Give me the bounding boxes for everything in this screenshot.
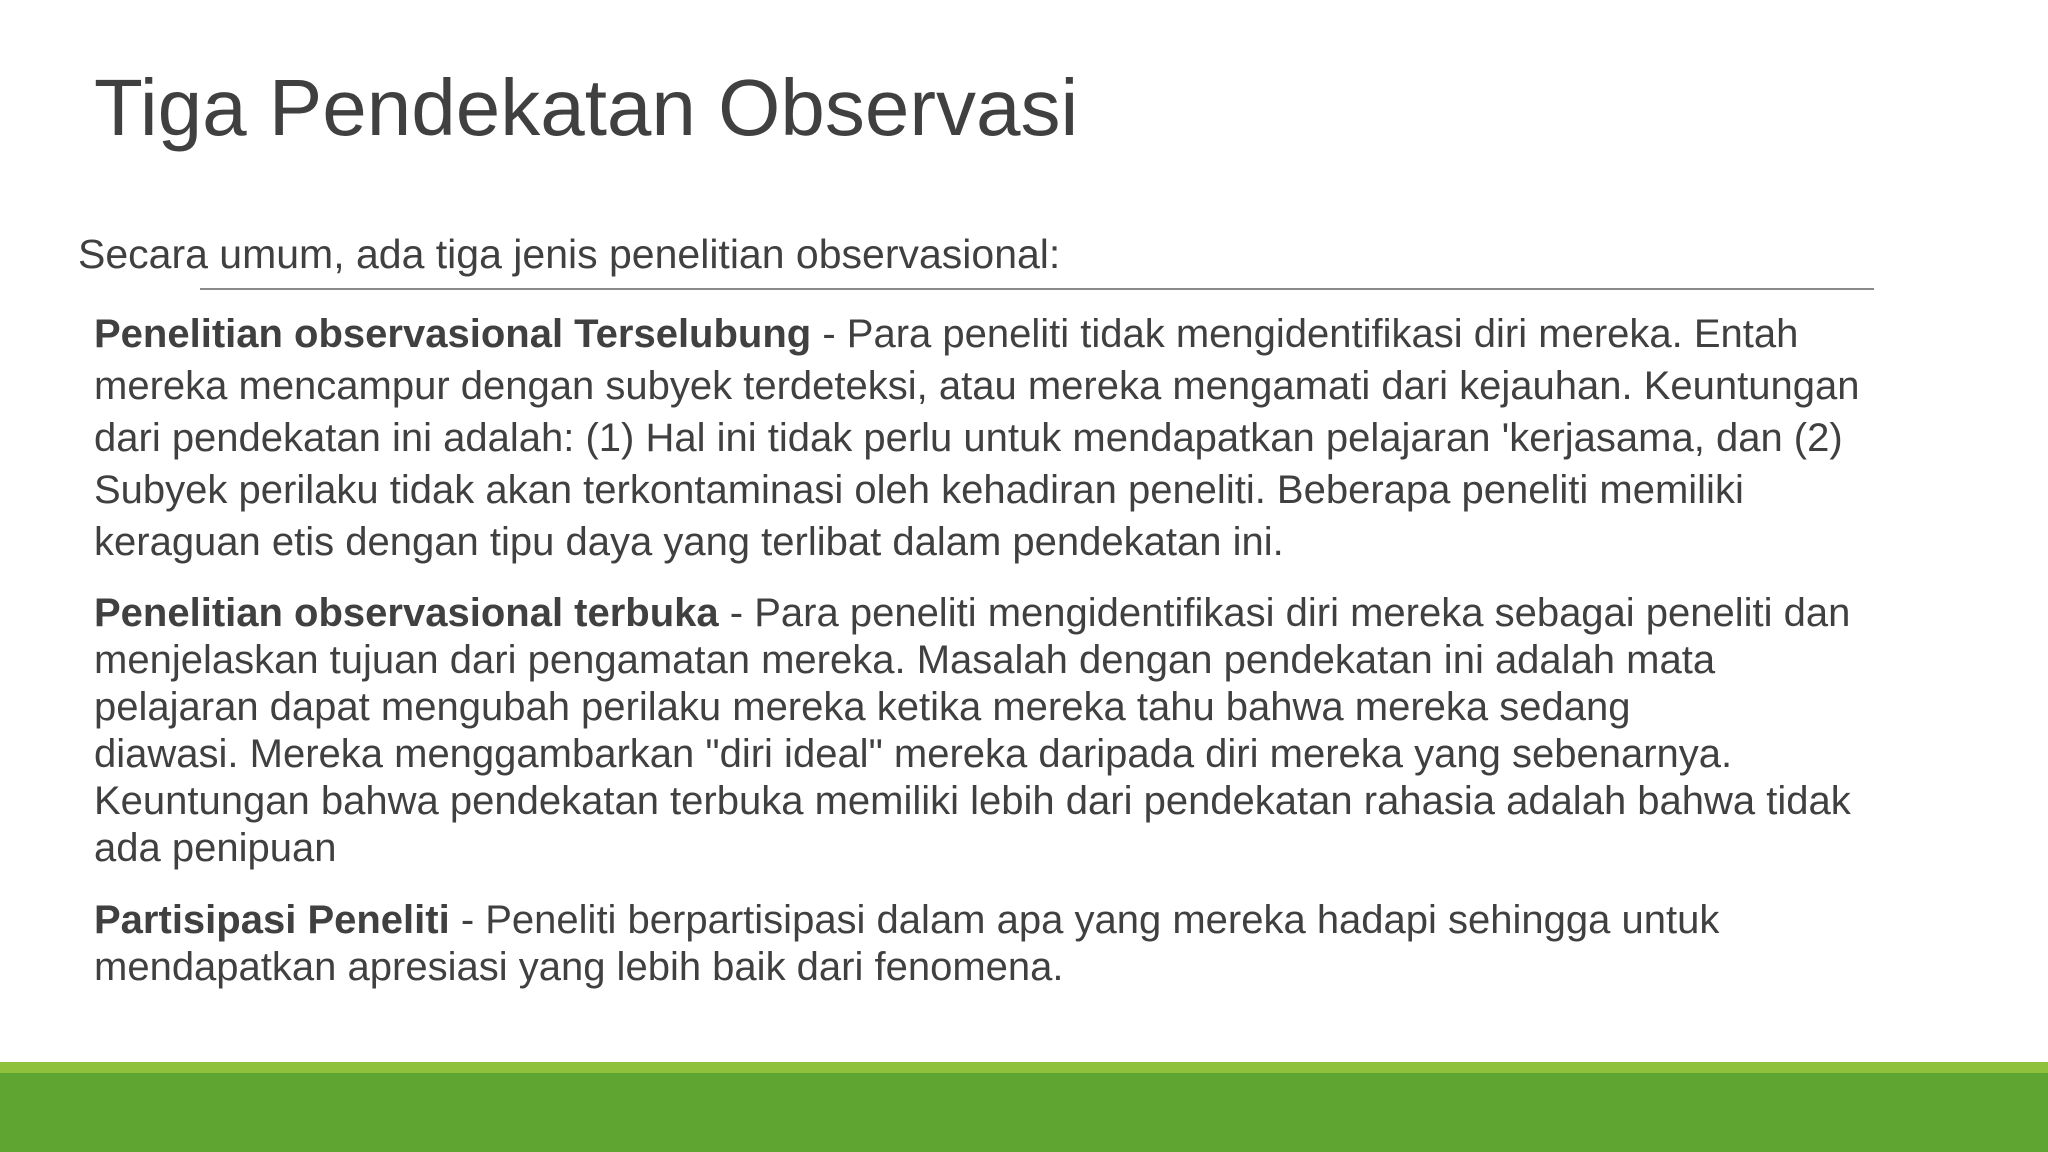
paragraph-line: ada penipuan — [94, 826, 337, 870]
section-text: - Peneliti berpartisipasi dalam apa yang mereka hadapi sehingga untuk — [449, 898, 1720, 942]
footer-accent-stripe — [0, 1062, 2048, 1073]
paragraph-line: pelajaran dapat mengubah perilaku mereka ketika mereka tahu bahwa mereka sedang — [94, 685, 1631, 729]
section-heading: Partisipasi Peneliti — [94, 898, 450, 942]
paragraph-line — [94, 308, 1860, 360]
section-heading: Penelitian observasional terbuka — [94, 591, 719, 635]
paragraph-covert-observation — [94, 308, 1860, 568]
paragraph-line — [94, 590, 1851, 637]
paragraph-line — [94, 897, 1719, 944]
paragraph-participant-observation — [94, 897, 1719, 991]
paragraph-line: diawasi. Mereka menggambarkan "diri ideal" mereka daripada diri mereka yang sebenarnya. — [94, 732, 1733, 776]
section-heading: Penelitian observasional Terselubung — [94, 312, 812, 356]
paragraph-line: dari pendekatan ini adalah: (1) Hal ini tidak perlu untuk mendapatkan pelajaran 'kerjasama, dan (2) — [94, 416, 1843, 460]
footer-band — [0, 1073, 2048, 1152]
paragraph-line: mereka mencampur dengan subyek terdeteksi, atau mereka mengamati dari kejauhan. Keuntungan — [94, 364, 1860, 408]
section-text: - Para peneliti mengidentifikasi diri mereka sebagai peneliti dan — [718, 591, 1851, 635]
paragraph-line: Keuntungan bahwa pendekatan terbuka memiliki lebih dari pendekatan rahasia adalah bahwa tidak — [94, 779, 1851, 823]
intro-text: Secara umum, ada tiga jenis penelitian observasional: — [78, 231, 1061, 277]
slide-title: Tiga Pendekatan Observasi — [94, 63, 1079, 152]
paragraph-overt-observation — [94, 590, 1851, 872]
paragraph-line: keraguan etis dengan tipu daya yang terlibat dalam pendekatan ini. — [94, 520, 1284, 564]
paragraph-line: menjelaskan tujuan dari pengamatan mereka. Masalah dengan pendekatan ini adalah mata — [94, 638, 1716, 682]
paragraph-line: mendapatkan apresiasi yang lebih baik dari fenomena. — [94, 945, 1064, 989]
divider-line — [200, 288, 1874, 290]
paragraph-line: Subyek perilaku tidak akan terkontaminasi oleh kehadiran peneliti. Beberapa peneliti memiliki — [94, 468, 1744, 512]
section-text: - Para peneliti tidak mengidentifikasi diri mereka. Entah — [811, 312, 1799, 356]
